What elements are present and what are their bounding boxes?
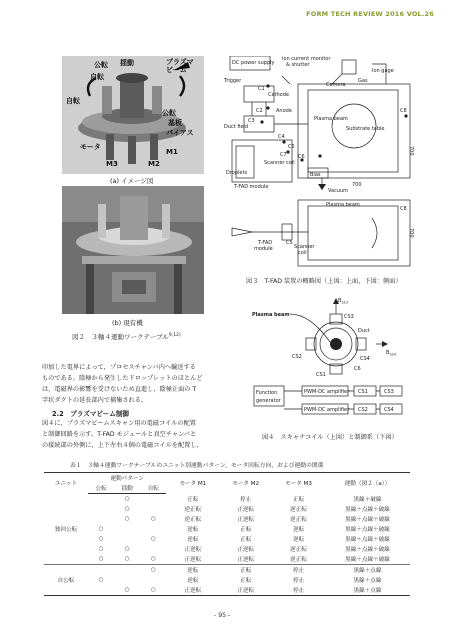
- label-coil-c1: C1: [258, 86, 265, 92]
- label-anode: Anode: [276, 108, 292, 114]
- table-row: [44, 585, 410, 596]
- cell-unit: [44, 585, 88, 596]
- body-line: 図４に，プラズマビームスキャン用の電磁コイルの配置: [42, 420, 196, 427]
- label-trigger: Trigger: [224, 78, 242, 84]
- label-cs2-coil: CS2: [292, 354, 302, 360]
- cell-m3: 逆転: [292, 527, 305, 533]
- cell-motion: 黒線＋点線＋破線: [345, 507, 390, 513]
- label-camera: Camera: [326, 82, 346, 88]
- cell-m1: 正転: [187, 496, 199, 503]
- label-pwm-amplifier-1: PWM-DC amplifier: [304, 389, 350, 395]
- label-duct: Duct: [358, 328, 370, 334]
- cell-m3: 正転: [292, 496, 305, 503]
- cell-revolution: [88, 565, 114, 576]
- col-unit: ユニット: [44, 473, 88, 494]
- figure-3-top-diagram: [222, 56, 418, 196]
- label-gas: Gas: [358, 78, 368, 84]
- label-b-s13: [338, 298, 348, 305]
- journal-header: [306, 10, 434, 18]
- cell-m3: 停止: [272, 585, 325, 596]
- cell-motion: 黒線＋点線: [325, 585, 410, 596]
- cell-m2: 正逆転: [237, 517, 255, 523]
- cell-m2: 停止: [240, 496, 252, 503]
- label-coil-c8: C8: [400, 108, 407, 114]
- cell-m2: 正逆転: [237, 547, 255, 553]
- label-substrate-table: Substrate table: [346, 126, 385, 132]
- table-row: [44, 514, 410, 524]
- label-function: Function: [256, 390, 278, 396]
- cell-m1: 逆正転: [184, 507, 202, 513]
- cell-revolution: ○: [98, 577, 104, 583]
- cell-rotation: [140, 524, 166, 534]
- label-swing: 揺動: [120, 59, 134, 67]
- cell-rotation: ○: [140, 565, 166, 576]
- table-row: [44, 554, 410, 565]
- label-coil-c7: C7: [280, 152, 287, 158]
- label-self-rotation: 自転: [66, 97, 80, 105]
- cell-motion: 黒線＋破線: [353, 496, 382, 503]
- col-m3: モータ M3: [272, 473, 325, 494]
- figure-2-caption-text: 図２ ３軸４運動ワークテーブル: [72, 333, 169, 341]
- label-pwm-amplifier-2: PWM-DC amplifier: [304, 407, 350, 413]
- col-m1: モータ M1: [166, 473, 219, 494]
- figure-2-caption-ref: 9,12): [168, 332, 181, 338]
- label-cs1-coil: CS1: [316, 372, 326, 378]
- label-rotation: 自転: [90, 73, 104, 81]
- cell-rotation: ○: [150, 556, 156, 562]
- label-dc-power-supply: DC power supply: [232, 60, 275, 66]
- figure-2a-caption: (a) イメージ図: [110, 177, 154, 185]
- cell-rotation: [140, 544, 166, 554]
- cell-m2: 正転: [240, 537, 252, 543]
- label-revolution: 公転: [162, 109, 176, 117]
- cell-unit: [44, 565, 88, 576]
- cell-unit: 自公転: [57, 578, 75, 584]
- table-1: [44, 472, 410, 596]
- label-tfad-side: T-FAD: [258, 240, 273, 246]
- label-s13: S13: [341, 300, 349, 305]
- table-row: [44, 524, 410, 534]
- label-vacuum: Vacuum: [328, 188, 349, 194]
- label-shutter: & shutter: [286, 62, 310, 68]
- cell-revolution: ○: [98, 536, 104, 542]
- subcol-rotation: 自転: [140, 483, 166, 494]
- cell-swing: [114, 524, 140, 534]
- cell-m3: 逆正転: [290, 547, 307, 553]
- cell-motion: 黒線＋点線＋破線: [345, 527, 390, 533]
- cell-unit: [44, 554, 88, 565]
- cell-motion: 黒線＋点線: [325, 565, 410, 576]
- label-coil-side: coil: [298, 250, 307, 256]
- cell-revolution: ○: [98, 546, 104, 552]
- col-pattern: 運動パターン: [88, 473, 166, 484]
- cell-rotation: ○: [150, 536, 156, 542]
- cell-revolution: [88, 514, 114, 524]
- label-revolution-top: 公転: [94, 61, 108, 69]
- label-plasma-beam: プラズマビーム: [166, 58, 194, 74]
- label-m2: M2: [148, 160, 160, 168]
- cell-m2: 正転: [240, 578, 252, 584]
- cell-m1: 逆転: [187, 537, 199, 543]
- cell-m2: 正転: [219, 565, 272, 576]
- cell-m2: 正逆転: [237, 507, 255, 513]
- label-coil-c6: C6: [298, 154, 305, 160]
- label-dim-700-vertical: 700: [408, 146, 414, 156]
- cell-m3: 逆正転: [290, 517, 307, 523]
- label-plasma-beam-side: Plasma beam: [326, 202, 360, 208]
- col-m2: モータ M2: [219, 473, 272, 494]
- cell-unit: [44, 544, 88, 554]
- cell-m1: 逆転: [187, 527, 199, 533]
- body-line: は，電磁界の影響を受けないため直進し，陰極正面の T: [42, 386, 197, 393]
- label-motor: モータ: [80, 143, 101, 151]
- label-bias-top: Bias: [310, 172, 321, 178]
- figure-4-caption: 図４ スキャナコイル（上図）と制御系（下図）: [262, 434, 398, 441]
- label-module-side: module: [254, 246, 273, 252]
- label-s24: S24: [389, 352, 397, 357]
- cell-m1: 逆転: [187, 578, 199, 584]
- body-line: の接続部の外側に，上下左右４個の電磁コイルを配置し，: [42, 442, 203, 449]
- label-box-cs2: CS2: [358, 407, 368, 413]
- journal-title: FORM TECH REVIEW: [306, 10, 383, 18]
- label-coil-c5: C5: [288, 144, 295, 150]
- cell-rotation: ○: [150, 516, 156, 522]
- table-row: [44, 504, 410, 514]
- body-line: 字状ダクトの延長部内で捕集される。: [42, 397, 148, 404]
- cell-m1: 逆転: [166, 565, 219, 576]
- label-box-cs4: CS4: [384, 407, 394, 413]
- cell-swing: [114, 534, 140, 544]
- label-m3: M3: [106, 160, 118, 168]
- body-line: ものである。陰極から発生したドロップレットのほとんど: [42, 375, 203, 382]
- label-scanner-side: Scanner: [294, 244, 315, 250]
- label-plasma-beam-fig4: Plasma beam: [252, 312, 290, 318]
- label-bias: バイアス: [166, 129, 194, 137]
- cell-swing: [114, 575, 140, 585]
- cell-unit: [44, 514, 88, 524]
- label-droplets: Droplets: [226, 170, 248, 176]
- figure-3-bottom-diagram: [222, 198, 418, 270]
- cell-motion: 黒線＋点線: [353, 578, 382, 584]
- cell-rotation: ○: [140, 585, 166, 596]
- label-ion-gage: Ion gage: [372, 68, 394, 74]
- label-tfad-module: T-FAD module: [234, 184, 269, 190]
- section-heading-2-2: 2.2 プラズマビーム制御: [52, 410, 130, 418]
- cell-rotation: [140, 504, 166, 514]
- label-generator: generator: [256, 398, 281, 404]
- label-cathode: Cathode: [268, 92, 289, 98]
- cell-m2: 正逆転: [237, 557, 255, 563]
- col-motion: 運動（図２（a））: [325, 473, 410, 494]
- page-number: - 95 -: [214, 612, 231, 619]
- subcol-revolution: 公転: [88, 483, 114, 494]
- cell-rotation: [140, 575, 166, 585]
- table-row: [44, 544, 410, 554]
- subcol-swing: 揺動: [114, 483, 140, 494]
- table-1-title: 表１ ３軸４運動ワークテーブルのユニット別運動パターン，モータ回転方向，および運動の関係: [70, 463, 324, 469]
- cell-motion: 黒線＋点線＋破線: [345, 557, 390, 563]
- label-coil-c4: C4: [278, 134, 285, 140]
- figure-2-caption: [72, 332, 181, 341]
- cell-swing: ○: [114, 585, 140, 596]
- cell-m1: 正逆転: [184, 547, 202, 553]
- label-substrate: 基板: [168, 119, 182, 127]
- cell-m1: 逆正転: [184, 517, 202, 523]
- cell-unit: 独回公転: [54, 527, 78, 533]
- label-box-cs3: CS3: [384, 389, 394, 395]
- label-b-s24: [386, 350, 397, 357]
- journal-volume: 2016 VOL.26: [385, 10, 434, 18]
- table-row: [44, 575, 410, 585]
- tfad-side-view: [222, 198, 418, 270]
- cell-m3: 停止: [292, 578, 305, 584]
- cell-m3: 逆正転: [290, 557, 307, 563]
- cell-unit: [44, 504, 88, 514]
- body-paragraph-1: [42, 362, 230, 406]
- cell-revolution: [88, 504, 114, 514]
- body-line: 印加した電界によって，プロセスチャンバ内へ輸送する: [42, 364, 196, 371]
- label-cs4-coil: CS4: [360, 356, 370, 362]
- figure-4-diagram: [250, 294, 420, 430]
- cell-swing: [114, 565, 140, 576]
- cell-unit: [44, 534, 88, 544]
- cell-m3: 停止: [272, 565, 325, 576]
- label-duct-field: Duct field: [224, 124, 249, 130]
- label-box-cs1: CS1: [358, 389, 368, 395]
- figure-2a-image: [62, 56, 204, 174]
- label-c6-coil: C6: [354, 366, 361, 372]
- label-coil-c8-side: C8: [400, 206, 407, 212]
- cell-swing: ○: [124, 516, 130, 522]
- body-line: と制御回路を示す。T-FAD モジュールと真空チャンバと: [42, 431, 197, 438]
- cell-swing: ○: [124, 506, 130, 512]
- cell-swing: ○: [124, 556, 130, 562]
- tfad-top-view: [222, 56, 418, 196]
- cell-rotation: [140, 494, 166, 505]
- label-dim-700-side: 700: [408, 228, 414, 238]
- label-dim-700-horizontal: 700: [352, 182, 362, 188]
- scanner-coil-diagram: [250, 294, 420, 430]
- figure-3-caption: 図３ T-FAD 装置の概略図（上図：上面，下図：側面）: [246, 278, 402, 285]
- table-row: [44, 565, 410, 576]
- figure-2b-photo: [62, 186, 204, 314]
- cell-motion: 黒線＋点線＋破線: [345, 537, 390, 543]
- cell-m1: 正逆転: [184, 557, 202, 563]
- label-coil-c5-side: C5: [286, 240, 293, 246]
- cell-m3: 逆転: [292, 537, 305, 543]
- table-row: [44, 494, 410, 505]
- label-scanner-coil: Scanner coil: [264, 160, 295, 166]
- cell-revolution: ○: [98, 526, 104, 532]
- cell-m2: 正逆転: [219, 585, 272, 596]
- label-b-right: B: [386, 350, 390, 356]
- label-coil-c3: C3: [248, 118, 255, 124]
- label-coil-c2: C2: [256, 108, 263, 114]
- table-row: [44, 534, 410, 544]
- cell-swing: ○: [124, 546, 130, 552]
- body-paragraph-2: [42, 418, 230, 451]
- cell-motion: 黒線＋点線＋破線: [345, 517, 390, 523]
- cell-revolution: ○: [98, 556, 104, 562]
- cell-revolution: [88, 494, 114, 505]
- cell-motion: 黒線＋点線＋破線: [345, 547, 390, 553]
- motion-pattern-table: [44, 472, 410, 596]
- label-m1: M1: [166, 148, 178, 156]
- label-cs3-coil: CS3: [344, 314, 354, 320]
- figure-2b-caption: (b) 現有機: [112, 319, 143, 327]
- cell-m2: 正転: [240, 527, 252, 533]
- label-ion-current-monitor: ion current monitor: [282, 56, 331, 62]
- label-b-top: B: [338, 298, 342, 304]
- cell-swing: ○: [124, 496, 130, 502]
- label-plasma-beam-top: Plasma beam: [314, 116, 348, 122]
- cell-revolution: [88, 585, 114, 596]
- cell-m1: 正逆転: [166, 585, 219, 596]
- worktable-photo: [62, 186, 204, 314]
- cell-unit: [44, 494, 88, 505]
- cell-m3: 逆正転: [290, 507, 307, 513]
